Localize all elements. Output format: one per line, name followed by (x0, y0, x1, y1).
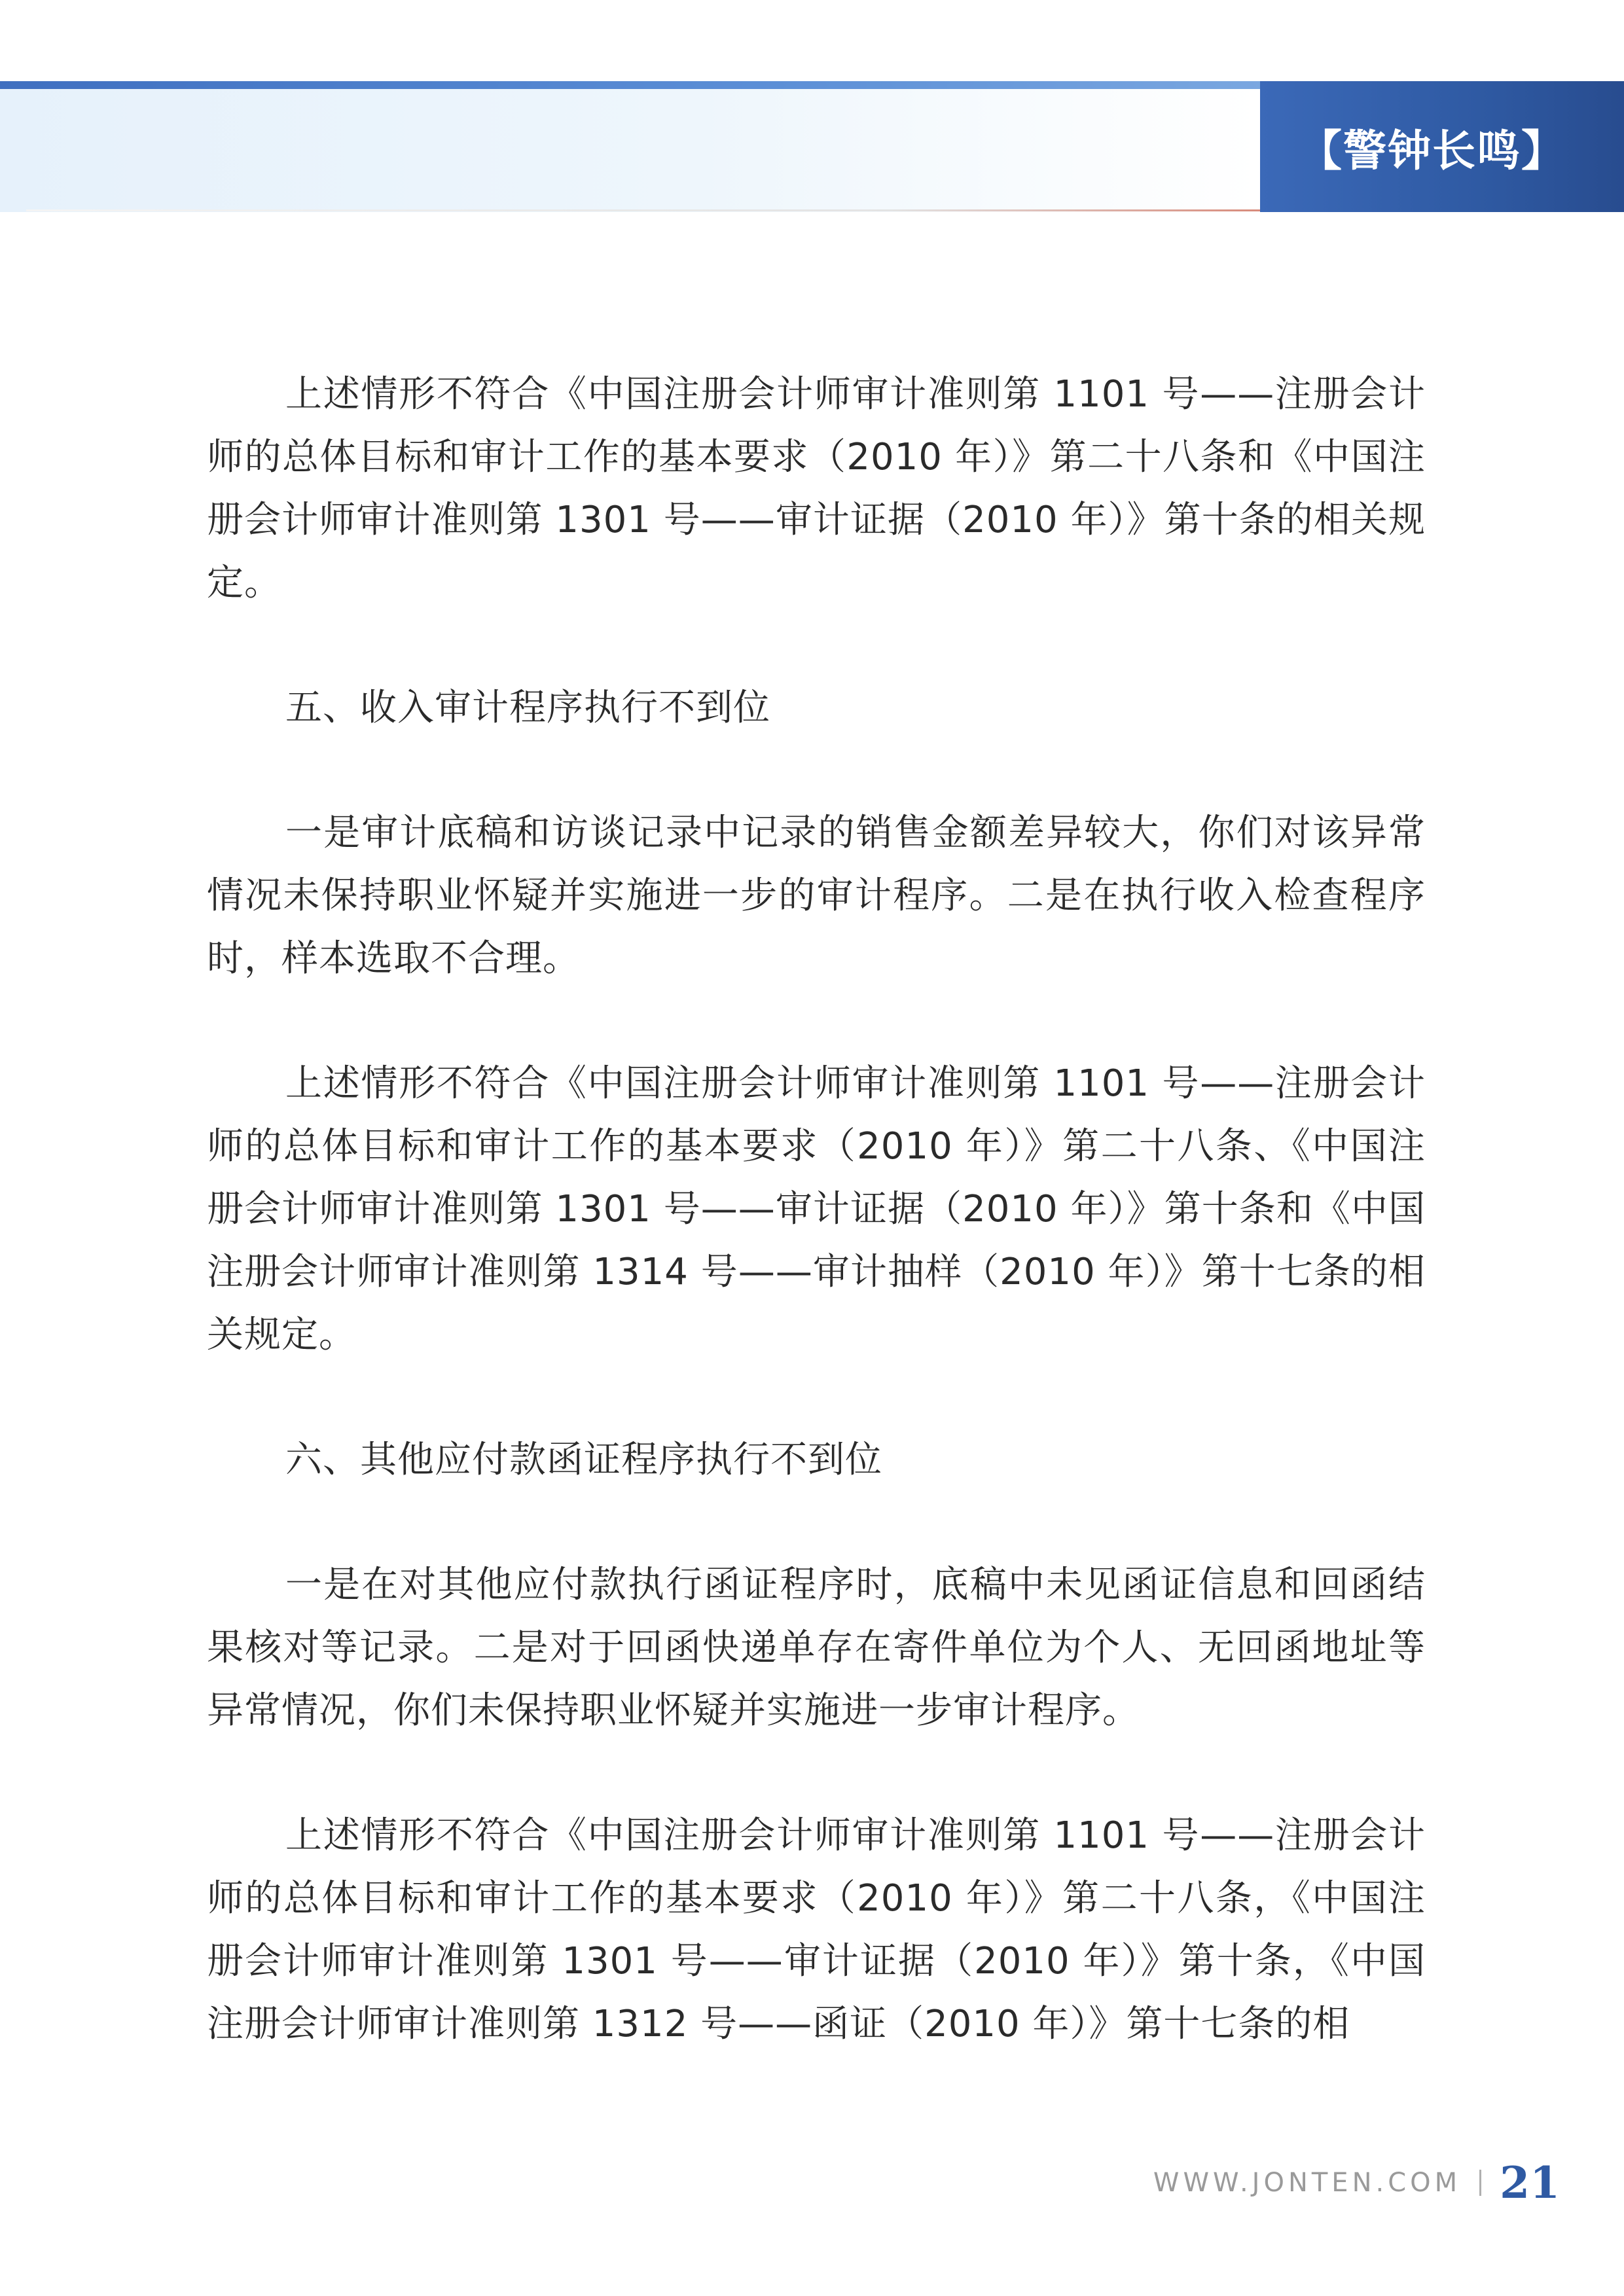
header-underline (26, 209, 1263, 211)
paragraph: 一是在对其他应付款执行函证程序时，底稿中未见函证信息和回函结果核对等记录。二是对于回函快递单存在寄件单位为个人、无回函地址等异常情况，你们未保持职业怀疑并实施进一步审计程序。 (207, 1564, 1426, 1732)
section-heading: 六、其他应付款函证程序执行不到位 (285, 1439, 882, 1481)
header-accent-line (0, 81, 1263, 89)
page-number: 21 (1500, 2157, 1560, 2208)
paragraph: 上述情形不符合《中国注册会计师审计准则第 1101 号——注册会计师的总体目标和审计工作的基本要求（2010 年）》第二十八条，《中国注册会计师审计准则第 1301 号——审计证据（2010 年）》第十条，《中国注册会计师审计准则第 1312 号——函证（2010 年）》第十七条的相 (207, 1814, 1426, 2045)
paragraph: 一是审计底稿和访谈记录中记录的销售金额差异较大，你们对该异常情况未保持职业怀疑并实施进一步的审计程序。二是在执行收入检查程序时，样本选取不合理。 (207, 812, 1426, 980)
document-body (207, 363, 1426, 2118)
header-band (0, 89, 1260, 212)
section-tag (1260, 81, 1624, 212)
section-heading: 五、收入审计程序执行不到位 (285, 687, 770, 729)
footer-divider (1479, 2170, 1481, 2196)
section-tag-label: 【警钟长鸣】 (1299, 125, 1566, 176)
page-footer (1153, 2153, 1560, 2212)
footer-website: WWW.JONTEN.COM (1153, 2168, 1462, 2198)
paragraph: 上述情形不符合《中国注册会计师审计准则第 1101 号——注册会计师的总体目标和审计工作的基本要求（2010 年）》第二十八条、《中国注册会计师审计准则第 1301 号——审计证据（2010 年）》第十条和《中国注册会计师审计准则第 1314 号——审计抽样（2010 年）》第十七条的相关规定。 (207, 1062, 1426, 1356)
paragraph: 上述情形不符合《中国注册会计师审计准则第 1101 号——注册会计师的总体目标和审计工作的基本要求（2010 年）》第二十八条和《中国注册会计师审计准则第 1301 号——审计证据（2010 年）》第十条的相关规定。 (207, 373, 1426, 604)
